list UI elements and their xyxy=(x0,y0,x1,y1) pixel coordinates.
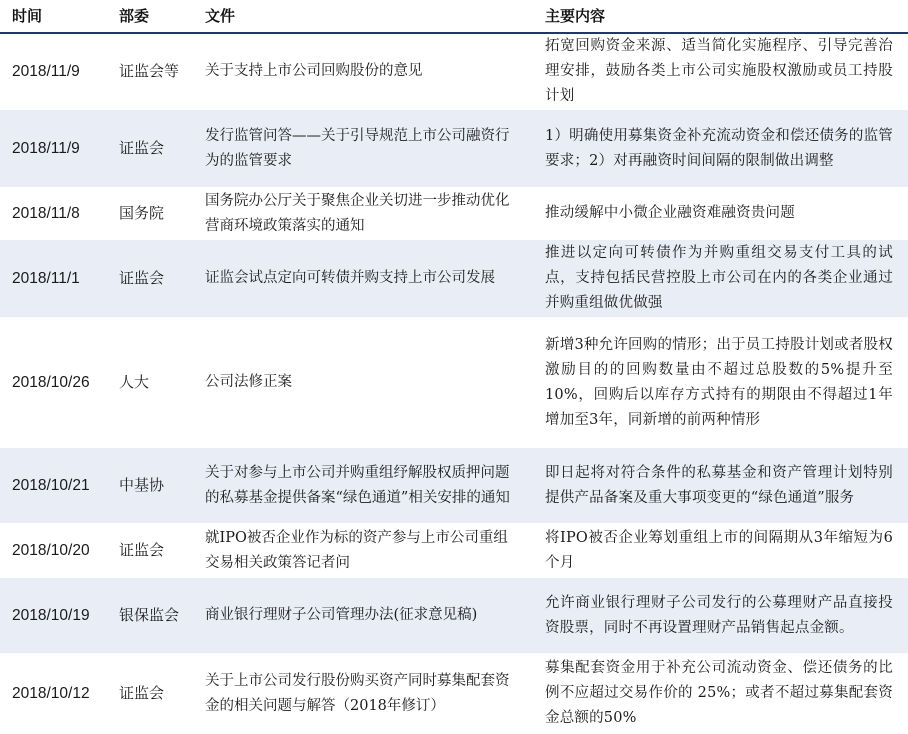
table-row xyxy=(0,318,908,448)
date-cell: 2018/10/26 xyxy=(12,374,90,391)
doc-cell: 商业银行理财子公司管理办法(征求意见稿) xyxy=(205,607,478,623)
table-row xyxy=(0,240,908,318)
date-cell: 2018/10/20 xyxy=(12,542,90,559)
content-cell: 募集配套资金用于补充公司流动资金、偿还债务的比例不应超过交易作价的 25%；或者不超过募集配套资金总额的50% xyxy=(545,660,893,726)
doc-cell: 关于上市公司发行股份购买资产同时募集配套资金的相关问题与解答（2018年修订） xyxy=(205,672,510,714)
date-cell: 2018/10/21 xyxy=(12,477,90,494)
content-cell: 新增3种允许回购的情形；出于员工持股计划或者股权激励目的的回购数量由不超过总股数的5%提升至10%，回购后以库存方式持有的期限由不得超过1年增加至3年，同新增的前两种情形 xyxy=(545,336,893,428)
dept-cell: 中基协 xyxy=(119,476,165,494)
table-row xyxy=(0,188,908,240)
dept-cell: 证监会 xyxy=(119,541,165,559)
dept-cell: 证监会等 xyxy=(119,62,180,80)
dept-cell: 证监会 xyxy=(119,269,165,287)
dept-cell: 国务院 xyxy=(119,204,165,222)
doc-cell: 就IPO被否企业作为标的资产参与上市公司重组交易相关政策答记者问 xyxy=(205,529,508,571)
table-row xyxy=(0,110,908,188)
date-cell: 2018/11/8 xyxy=(12,205,80,222)
header-time: 时间 xyxy=(12,7,43,25)
dept-cell: 人大 xyxy=(119,373,150,391)
header-content: 主要内容 xyxy=(545,7,606,25)
content-cell: 1）明确使用募集资金补充流动资金和偿还债务的监管要求；2）对再融资时间间隔的限制做出调整 xyxy=(545,127,893,169)
date-cell: 2018/10/19 xyxy=(12,607,90,624)
date-cell: 2018/11/9 xyxy=(12,140,80,157)
doc-cell: 发行监管问答——关于引导规范上市公司融资行为的监管要求 xyxy=(205,127,510,169)
table-header xyxy=(0,0,908,34)
table-row xyxy=(0,654,908,734)
table-row xyxy=(0,524,908,578)
table-row xyxy=(0,578,908,654)
header-dept: 部委 xyxy=(119,7,150,25)
content-cell: 推动缓解中小微企业融资难融资贵问题 xyxy=(545,205,795,221)
doc-cell: 证监会试点定向可转债并购支持上市公司发展 xyxy=(205,270,495,286)
doc-cell: 国务院办公厅关于聚焦企业关切进一步推动优化营商环境政策落实的通知 xyxy=(205,192,510,234)
content-cell: 允许商业银行理财子公司发行的公募理财产品直接投资股票，同时不再设置理财产品销售起点金额。 xyxy=(545,594,893,636)
doc-cell: 关于支持上市公司回购股份的意见 xyxy=(205,63,423,79)
table-row xyxy=(0,34,908,110)
date-cell: 2018/11/1 xyxy=(12,270,80,287)
date-cell: 2018/10/12 xyxy=(12,685,90,702)
header-doc: 文件 xyxy=(205,7,236,25)
dept-cell: 证监会 xyxy=(119,684,165,702)
content-cell: 拓宽回购资金来源、适当简化实施程序、引导完善治理安排，鼓励各类上市公司实施股权激励或员工持股计划 xyxy=(545,38,893,104)
doc-cell: 公司法修正案 xyxy=(205,374,292,390)
dept-cell: 证监会 xyxy=(119,139,165,157)
doc-cell: 关于对参与上市公司并购重组纾解股权质押问题的私募基金提供备案“绿色通道”相关安排的通知 xyxy=(205,464,510,506)
content-cell: 即日起将对符合条件的私募基金和资产管理计划特别提供产品备案及重大事项变更的“绿色通道”服务 xyxy=(545,464,893,506)
content-cell: 将IPO被否企业筹划重组上市的间隔期从3年缩短为6个月 xyxy=(545,529,893,571)
date-cell: 2018/11/9 xyxy=(12,63,80,80)
table-row xyxy=(0,448,908,524)
content-cell: 推进以定向可转债作为并购重组交易支付工具的试点，支持包括民营控股上市公司在内的各类企业通过并购重组做优做强 xyxy=(545,245,893,311)
dept-cell: 银保监会 xyxy=(119,606,180,624)
